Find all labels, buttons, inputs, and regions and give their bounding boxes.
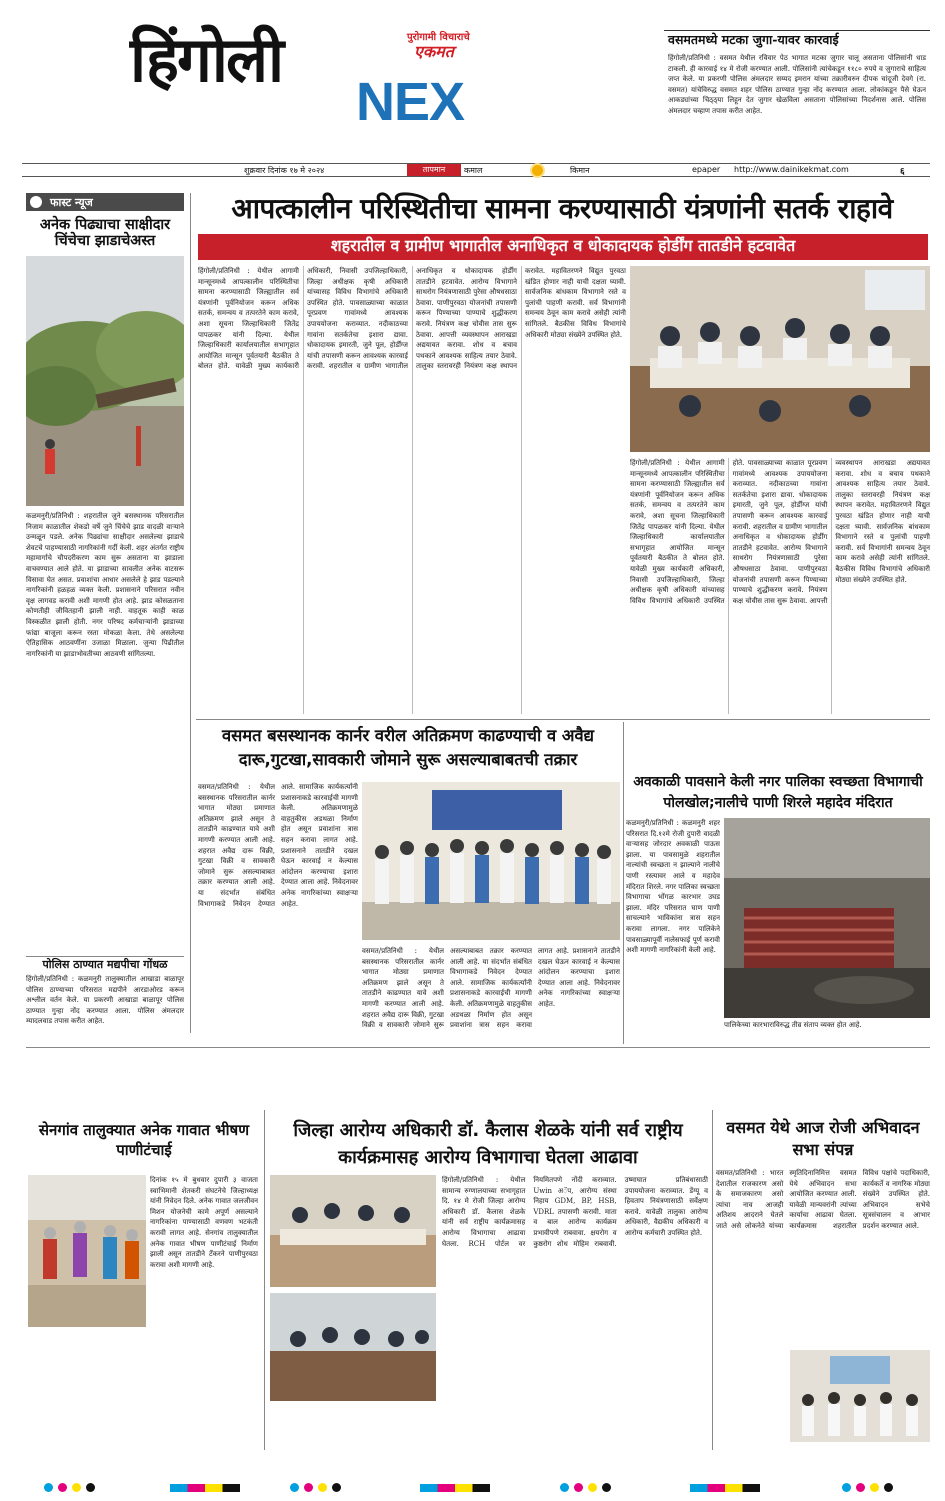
lead-headline: आपत्कालीन परिस्थितीचा सामना करण्यासाठी यंत्रणांनी सतर्क राहावे: [231, 192, 893, 225]
divider: [264, 1110, 265, 1450]
police-brief-body: हिंगोली/प्रतिनिधी : कळमनुरी तालुक्यातील आखाडा बाळापूर पोलिस ठाण्याच्या परिसरात मद्यपीने आरडाओरड करून अश्लील वर्तन केले. या प्रकरणी आखाडा बाळापूर पोलिस ठाण्यात गुन्हा नोंद करण्यात आला. पोलिस अंमलदार म्यादलवाड तपास करीत आहेत.: [26, 975, 184, 1026]
vasmat-body-continued: वसमत/प्रतिनिधी : येथील बसस्थानक परिसरातील कार्नर भागात मोठ्या प्रमाणात अतिक्रमण झाले असून ते तातडीने काढण्यात यावे अशी मागणी करण्यात आली आहे. शहरात अवैद्य दारू विक्री, गुटखा विक्री व सावकारी जोमाने सुरू असल्याबाबत तक्रार करण्यात आली आहे. या संदर्भात संबंधित विभागाकडे निवेदन देण्यात आले. सामाजिक कार्यकर्त्यांनी प्रशासनाकडे कारवाईची मागणी केली. अतिक्रमणामुळे वाहतुकीस अडथळा निर्माण होत असून प्रवाशांना त्रास सहन करावा लागत आहे. प्रशासनाने तातडीने दखल घेऊन कारवाई न केल्यास आंदोलन करण्याचा इशारा देण्यात आला आहे. निवेदनावर अनेक नागरिकांच्या स्वाक्षऱ्या आहेत.: [362, 947, 620, 1030]
temple-photo: [724, 818, 930, 1018]
review-photo-1: [270, 1175, 436, 1287]
sabha-body-columns: [716, 1168, 930, 1308]
top-brief-title: वसमतमध्ये मटका जुगा-यावर कारवाई: [668, 32, 839, 47]
fast-news-label-bar: [26, 193, 184, 211]
epaper-label: epaper: [692, 165, 721, 174]
fast-news-title: अनेक पिढ्याचा साक्षीदार चिंचेचा झाडाचेअस्त: [39, 217, 171, 250]
nex-logo: NEX: [356, 72, 465, 132]
registration-dot: [602, 1483, 611, 1492]
epaper-link[interactable]: http://www.dainikekmat.com: [734, 165, 849, 174]
color-swatch: [170, 1484, 240, 1492]
lead-body-right-columns: [630, 458, 930, 714]
tree-photo-graphic: [26, 256, 184, 506]
registration-dot: [58, 1483, 67, 1492]
fast-news-body: कळमनुरी/प्रतिनिधी : शहरातील जुने बसस्थानक परिसरातील निजाम काळातील शेकडो वर्षे जुने चिंचेचे झाड वादळी वाऱ्याने उन्मळून पडले. अनेक पिढ्यांचा साक्षीदार असलेल्या झाडाचे शेवटचे पाहण्यासाठी नागरिकांनी गर्दी केली. शहर अंतर्गत राष्ट्रीय महामार्गाचे चौपदरीकरण काम सुरू असताना या झाडाला वाचवण्यात आले होते. या झाडाच्या सावलीत अनेक वाटसरू विसावा घेत असत. प्रवाशांचा आधार असलेले हे झाड पडल्याने नागरिकांनी हळहळ व्यक्त केली. प्रशासनाने परिसरात नवीन वृक्ष लागवड करावी अशी मागणी होत आहे. झाड कोसळताना कोणतीही जीवितहानी झाली नाही. वाहतूक काही काळ विस्कळीत झाली होती. नगर परिषद कर्मचाऱ्यांनी झाडाच्या फांद्या बाजूला करून रस्ता मोकळा केला. तेथे असलेल्या ऐतिहासिक आठवणींना उजाळा मिळाला. जुन्या पिढीतील नागरिकांनी या झाडाभोवतीच्या आठवणी सांगितल्या.: [26, 512, 184, 658]
divider: [26, 1047, 930, 1048]
sengaon-body: दिनांक १५ मे बुधवार दुपारी ३ वाजता स्वाभिमानी शेतकरी संघटनेचे जिल्हाध्यक्ष यांनी निवेदन दिले. अनेक गावात जलजीवन मिशन योजनेची कामे अपूर्ण असल्याने नागरिकांना पाण्यासाठी वणवण भटकंती करावी लागत आहे. सेनगांव तालुक्यातील अनेक गावात भीषण पाणीटंचाई निर्माण झाली असून तातडीने टँकरने पाणीपुरवठा करावा अशी मागणी आहे.: [150, 1176, 258, 1269]
doctor-headline: जिल्हा आरोग्य अधिकारी डॉ. कैलास शेळके यांनी सर्व राष्ट्रीय कार्यक्रमासह आरोग्य विभागाचा घेतला आढावा: [293, 1120, 683, 1168]
lead-subhead: शहरातील व ग्रामीण भागातील अनाधिकृत व धोकादायक होर्डींग तातडीने हटवावेत: [330, 236, 796, 255]
registration-strip: [0, 1478, 945, 1498]
dateline-bar: [22, 163, 930, 177]
vasmat-body: वसमत/प्रतिनिधी : येथील बसस्थानक परिसरातील कार्नर भागात मोठ्या प्रमाणात अतिक्रमण झाले असून ते तातडीने काढण्यात यावे अशी मागणी करण्यात आली आहे. शहरात अवैद्य दारू विक्री, गुटखा विक्री व सावकारी जोमाने सुरू असल्याबाबत तक्रार करण्यात आली आहे. या संदर्भात संबंधित विभागाकडे निवेदन देण्यात आले. सामाजिक कार्यकर्त्यांनी प्रशासनाकडे कारवाईची मागणी केली. अतिक्रमणामुळे वाहतुकीस अडथळा निर्माण होत असून प्रवाशांना त्रास सहन करावा लागत आहे. प्रशासनाने तातडीने दखल घेऊन कारवाई न केल्यास आंदोलन करण्याचा इशारा देण्यात आला आहे. निवेदनावर अनेक नागरिकांच्या स्वाक्षऱ्या आहेत.: [198, 783, 358, 908]
dateline-date: शुक्रवार दिनांक १७ मे २०२४: [244, 166, 325, 175]
registration-dot: [318, 1483, 327, 1492]
doctor-body: हिंगोली/प्रतिनिधी : येथील सामान्य रुग्णालयाच्या सभागृहात दि. १४ मे रोजी जिल्हा आरोग्य अधिकारी डॉ. कैलास शेळके यांनी सर्व राष्ट्रीय कार्यक्रमासह आरोग्य विभागाचा आढावा घेतला. RCH पोर्टल वर नियमितपणे नोंदी कराव्यात. Uwin अॅप, आरोग्य संस्था निहाय GDM, BP, HSB, VDRL तपासणी करावी. माता व बाल आरोग्य कार्यक्रम प्रभावीपणे राबवावा. क्षयरोग व कुष्ठरोग शोध मोहिम राबवावी. उष्माघात प्रतिबंधासाठी उपाययोजना कराव्यात. डेंग्यू व हिवताप नियंत्रणासाठी सर्वेक्षण करावे. यावेळी तालुका आरोग्य अधिकारी, वैद्यकीय अधिकारी व आरोग्य कर्मचारी उपस्थित होते.: [442, 1176, 708, 1248]
lead-subhead-bar: [198, 234, 928, 260]
rain-headline: अवकाळी पावसाने केली नगर पालिका स्वच्छता विभागाची पोलखोल;नालीचे पाणी शिरले महादेव मंदिरात: [633, 774, 923, 811]
sabha-photo: [790, 1350, 930, 1442]
review-photo-2: [270, 1293, 436, 1401]
meeting-photo: [630, 266, 930, 452]
registration-dot: [72, 1483, 81, 1492]
sabha-body: वसमत/प्रतिनिधी : भारत देशातील राजकारण असो के समाजकारण असो त्यांचा नाव आजही अतिशय आदराने घेतले जाते असे लोकनेते यांच्या स्मृतिदिनानिमित्त वसमत येथे अभिवादन सभा आयोजित करण्यात आली. यावेळी मान्यवरांनी त्यांच्या कार्याचा आढावा घेतला. कार्यक्रमास शहरातील विविध पक्षांचे पदाधिकारी, कार्यकर्ते व नागरिक मोठ्या संख्येने उपस्थित होते. अभिवादन सभेचे सूत्रसंचालन व आभार प्रदर्शन करण्यात आले.: [716, 1169, 930, 1230]
color-swatch: [690, 1484, 760, 1492]
registration-dot: [86, 1483, 95, 1492]
registration-dot: [884, 1483, 893, 1492]
registration-dot: [290, 1483, 299, 1492]
group-photo: [362, 782, 620, 940]
doctor-body-columns: [442, 1175, 708, 1447]
registration-dot: [588, 1483, 597, 1492]
color-swatch: [420, 1484, 490, 1492]
water-photo: [28, 1175, 146, 1327]
vasmat-headline: वसमत बसस्थानक कार्नर वरील अतिक्रमण काढण्याची व अवैद्य दारू,गुटखा,सावकारी जोमाने सुरू असल्याबाबतची तक्रार: [221, 726, 595, 769]
vasmat-body-columns: [198, 782, 358, 1044]
kiman-label: किमान: [570, 166, 590, 175]
registration-dot: [44, 1483, 53, 1492]
vasmat-body-lower: [362, 946, 620, 1042]
sengaon-headline: सेनगांव तालुक्यात अनेक गावात भीषण पाणीटंचाई: [38, 1121, 250, 1159]
police-brief-title: पोलिस ठाण्यात मद्यपीचा गोंधळ: [42, 958, 168, 971]
meeting-photo-graphic: [630, 266, 930, 452]
review-photo-2-graphic: [270, 1293, 436, 1401]
divider: [664, 30, 930, 31]
top-brief-body: हिंगोली/प्रतिनिधी : वसमत येथील रविवार पेठ भागात मटका जुगार चालू असताना पोलिसांनी धाड टाकली. ही कारवाई १४ मे रोजी करण्यात आली. पोलिसांनी त्यांचेकडून ११८० रुपये व जुगाराचे साहित्य जप्त केले. या प्रकरणी पोलिस अंमलदार सय्यद इमरान यांच्या तक्रारीवरुन दीपक चांदूजी देवगे (रा. वसमत) यांचेविरुद्ध वसमत शहर पोलिस ठाण्यात गुन्हा नोंद करण्यात आला. लोकांकडून पैसे घेऊन आकड्यांच्या चिठ्ठ्या लिहून देत जुगार खेळविला असताना पोलिसांच्या निदर्शनास आले. पोलिस अंमलदार चव्हाण तपास करीत आहेत.: [668, 54, 926, 115]
rain-caption: पालिकेच्या कारभाराविरुद्ध तीव्र संताप व्यक्त होत आहे.: [724, 1021, 862, 1029]
group-photo-graphic: [362, 782, 620, 940]
water-photo-graphic: [28, 1175, 146, 1327]
kamal-label: कमाल: [464, 166, 483, 175]
registration-dot: [842, 1483, 851, 1492]
masthead-title: हिंगोली: [130, 23, 283, 96]
lead-body-continued: हिंगोली/प्रतिनिधी : येथील आगामी मान्सूनमध्ये आपत्कालीन परिस्थितीचा सामना करण्यासाठी जिल्ह्यातील सर्व यंत्रणांनी पूर्वनियोजन करून अधिक सतर्क, समन्वय व तत्परतेने काम करावे, अशा सूचना जिल्हाधिकारी जितेंद्र पापळकर यांनी दिल्या. येथील जिल्हाधिकारी कार्यालयातील सभागृहात आयोजित मान्सून पूर्वतयारी बैठकीत ते बोलत होते. यावेळी मुख्य कार्यकारी अधिकारी, निवासी उपजिल्हाधिकारी, जिल्हा अधीक्षक कृषी अधिकारी यांच्यासह विविध विभागांचे अधिकारी उपस्थित होते. पावसाळ्याच्या काळात पूरप्रवण गावांमध्ये आवश्यक उपाययोजना कराव्यात. नदीकाठच्या गावांना सतर्कतेचा इशारा द्यावा. धोकादायक इमारती, जुने पूल, होर्डींग्ज यांची तपासणी करून आवश्यक कारवाई करावी. शहरातील व ग्रामीण भागातील अनाधिकृत व धोकादायक होर्डींग तातडीने हटवावेत. आरोग्य विभागाने साथरोग नियंत्रणासाठी पुरेसा औषधसाठा ठेवावा. पाणीपुरवठा योजनांची तपासणी करून पिण्याच्या पाण्याचे शुद्धीकरण करावे. नियंत्रण कक्ष चोवीस तास सुरू ठेवावा. आपत्ती व्यवस्थापन आराखडा अद्ययावत करावा. शोध व बचाव पथकाने आवश्यक साहित्य तयार ठेवावे. तालुका स्तरावरही नियंत्रण कक्ष स्थापन करावेत. महावितरणने विद्युत पुरवठा खंडित होणार नाही याची दक्षता घ्यावी. सार्वजनिक बांधकाम विभागाने रस्ते व पुलांची पाहणी करावी. सर्व विभागांनी समन्वय ठेवून काम करावे असेही त्यांनी सांगितले. बैठकीस विविध विभागांचे अधिकारी मोठ्या संख्येने उपस्थित होते.: [630, 459, 930, 605]
top-brief: [664, 30, 930, 152]
registration-dot: [560, 1483, 569, 1492]
sun-icon: [532, 165, 543, 176]
divider: [623, 722, 624, 1044]
masthead-tagline: पुरोगामी विचाराचे: [407, 32, 470, 43]
arrow-icon: [30, 196, 42, 208]
temple-photo-graphic: [724, 818, 930, 1018]
lead-body-columns: [198, 266, 626, 714]
registration-dot: [304, 1483, 313, 1492]
tapman-label: तापमान: [407, 164, 461, 176]
divider: [190, 193, 191, 1033]
rain-body: कळमनुरी/प्रतिनिधी : कळमनुरी शहर परिसरात दि.१२मे रोजी दुपारी वादळी वाऱ्यासह जोरदार अवकाळी पाऊस झाला. या पावसामुळे शहरातील नाल्यांची स्वच्छता न झाल्याने नालीचे पाणी रस्त्यावर आले व महादेव मंदिरात शिरले. नगर पालिका स्वच्छता विभागाचा भोंगळ कारभार उघड झाला. मंदिर परिसरात घाण पाणी साचल्याने भाविकांना त्रास सहन करावा लागला. नगर पालिकेने पावसाळ्यापूर्वी नालेसफाई पूर्ण करावी अशी मागणी नागरिकांनी केली आहे.: [626, 819, 720, 955]
review-photo-1-graphic: [270, 1175, 436, 1287]
registration-dot: [574, 1483, 583, 1492]
fast-news-label: फास्ट न्यूज: [50, 196, 93, 209]
masthead-brand: एकमत: [414, 42, 454, 61]
registration-dot: [332, 1483, 341, 1492]
registration-dot: [870, 1483, 879, 1492]
lead-body: हिंगोली/प्रतिनिधी : येथील आगामी मान्सूनमध्ये आपत्कालीन परिस्थितीचा सामना करण्यासाठी जिल्ह्यातील सर्व यंत्रणांनी पूर्वनियोजन करून अधिक सतर्क, समन्वय व तत्परतेने काम करावे, अशा सूचना जिल्हाधिकारी जितेंद्र पापळकर यांनी दिल्या. येथील जिल्हाधिकारी कार्यालयातील सभागृहात आयोजित मान्सून पूर्वतयारी बैठकीत ते बोलत होते. यावेळी मुख्य कार्यकारी अधिकारी, निवासी उपजिल्हाधिकारी, जिल्हा अधीक्षक कृषी अधिकारी यांच्यासह विविध विभागांचे अधिकारी उपस्थित होते. पावसाळ्याच्या काळात पूरप्रवण गावांमध्ये आवश्यक उपाययोजना कराव्यात. नदीकाठच्या गावांना सतर्कतेचा इशारा द्यावा. धोकादायक इमारती, जुने पूल, होर्डींग्ज यांची तपासणी करून आवश्यक कारवाई करावी. शहरातील व ग्रामीण भागातील अनाधिकृत व धोकादायक होर्डींग तातडीने हटवावेत. आरोग्य विभागाने साथरोग नियंत्रणासाठी पुरेसा औषधसाठा ठेवावा. पाणीपुरवठा योजनांची तपासणी करून पिण्याच्या पाण्याचे शुद्धीकरण करावे. नियंत्रण कक्ष चोवीस तास सुरू ठेवावा. आपत्ती व्यवस्थापन आराखडा अद्ययावत करावा. शोध व बचाव पथकाने आवश्यक साहित्य तयार ठेवावे. तालुका स्तरावरही नियंत्रण कक्ष स्थापन करावेत. महावितरणने विद्युत पुरवठा खंडित होणार नाही याची दक्षता घ्यावी. सार्वजनिक बांधकाम विभागाने रस्ते व पुलांची पाहणी करावी. सर्व विभागांनी समन्वय ठेवून काम करावे असेही त्यांनी सांगितले. बैठकीस विविध विभागांचे अधिकारी मोठ्या संख्येने उपस्थित होते.: [198, 267, 626, 371]
divider: [196, 719, 930, 720]
registration-dot: [856, 1483, 865, 1492]
divider: [26, 956, 184, 957]
sabha-headline: वसमत येथे आज रोजी अभिवादन सभा संपन्न: [726, 1118, 920, 1159]
divider: [712, 1110, 713, 1450]
fast-news: [26, 193, 184, 1033]
masthead: [0, 0, 945, 150]
page-number: ६: [900, 167, 905, 177]
tree-photo: [26, 256, 184, 506]
sabha-photo-graphic: [790, 1350, 930, 1442]
